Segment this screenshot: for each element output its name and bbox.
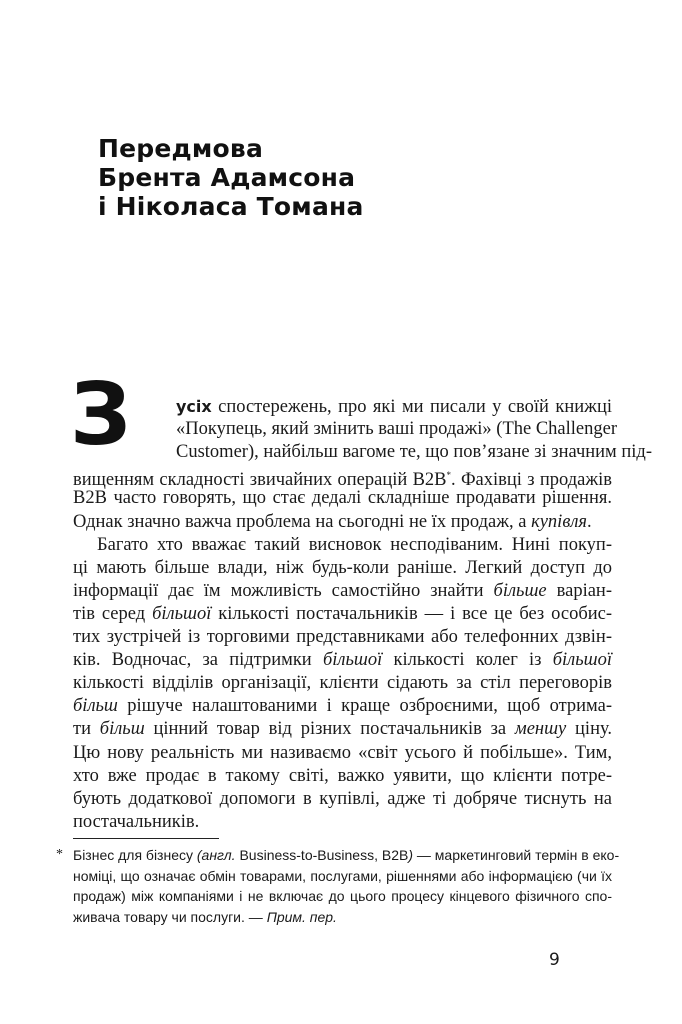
italic-text: (англ. [196,847,236,863]
body-line [73,672,612,695]
text-run: спостережень, про які ми писали у своїй книжці [211,397,612,417]
italic-text: ) [408,847,413,863]
italic-text: більшої [322,650,383,671]
text-run: — маркетинговий термін в еко- [413,847,620,863]
body-line [73,626,612,649]
italic-text: меншу [514,719,567,740]
italic-text: більше [493,580,547,601]
footnote-line [73,886,612,907]
footnote-line [73,866,612,887]
body-line [73,580,612,603]
text-run: ти [73,719,100,740]
text-run: ці мають більше влади, ніж будь-коли раніше. Легкий доступ до [73,557,612,578]
text-run: кількості відділів організації, клієнти сідають за стіл переговорів [73,673,612,694]
text-run: Business-to-Business, B2B [235,847,409,863]
text-run: ціну. [566,719,612,740]
text-run: номіці, що означає обмін товарами, послугами, рішеннями або інформацією (чи їх [73,867,612,884]
text-run: . Фахівці з продажів [451,470,612,491]
body-line [73,811,612,834]
body-line [73,511,612,534]
body-line [73,788,612,811]
italic-text: більшої [552,650,613,671]
footnote-marker: * [56,847,63,862]
text-run: Цю нову реальність ми називаємо «світ усього й побільше». Тим, [73,742,612,763]
body-line [73,603,612,626]
body-line [73,742,612,765]
italic-text: Прим. пер. [266,909,337,926]
text-run: Customer), найбільш вагоме те, що пов’язане зі значним під- [176,442,653,463]
body-line [73,487,612,510]
text-run: живача товару чи послуги. — [73,909,267,926]
text-run: бують додаткової допомоги в купівлі, адже ті добряче тиснуть на [73,788,612,809]
body-line [73,695,612,718]
text-run: Однак значно важча проблема на сьогодні не їх продаж, а [73,511,532,532]
text-run: тів серед [73,603,153,624]
body-line [73,557,612,580]
title-line: Брента Адамсона [98,163,356,192]
text-run: тих зустрічей із торговими представниками або телефонних дзвін- [73,627,612,647]
text-run: інформації дає їм можливість самостійно знайти [73,580,494,601]
footnote-line [73,845,620,866]
text-run: «Покупець, який змінить ваші продажі» (The Challenger [176,419,618,440]
text-run: хто вже продає в такому світі, важко уявити, що клієнти потре- [73,765,612,786]
chapter-title [98,134,364,221]
italic-text: більшої [152,603,212,624]
body-line [176,418,618,441]
body-line [176,395,612,418]
text-run: продаж) між компаніями і не включає до цього процесу кінцевого фізичного спо- [73,888,612,905]
text-run: . [587,511,592,532]
italic-text: більш [99,719,145,740]
text-run: Бізнес для бізнесу [73,847,197,863]
body-line [73,649,612,672]
footnote-reference: * [446,470,452,481]
text-run: постачальників. [73,811,200,832]
text-run: варіан- [546,580,612,601]
title-line: Передмова [98,134,264,163]
body-line [73,765,612,788]
page-number: 9 [549,950,560,970]
text-run: рішуче налаштованими і краще озброєними, щоб отрима- [117,696,612,717]
text-run: Багато хто вважає такий висновок несподіваним. Нині покуп- [97,534,612,555]
text-run: ків. Водночас, за підтримки [73,650,323,671]
text-run: кількості постачальників — і все це без особис- [211,603,612,624]
footnote-divider [73,838,219,839]
title-line: і Ніколаса Томана [98,192,364,221]
text-run: кількості колег із [382,650,553,671]
text-run: вищенням складності звичайних операцій B2B [73,470,447,491]
body-line [97,534,612,557]
drop-cap: З [70,365,132,465]
italic-text: більш [73,696,118,717]
body-line [73,464,612,491]
text-run: B2B часто говорять, що стає дедалі складніше продавати рішення. [73,488,612,509]
footnote-line [73,907,612,928]
text-run: усіх [176,397,212,416]
body-line [176,441,653,464]
text-run: цінний товар від різних постачальників за [144,719,515,740]
body-line [73,718,612,741]
italic-text: купівля [531,511,588,532]
